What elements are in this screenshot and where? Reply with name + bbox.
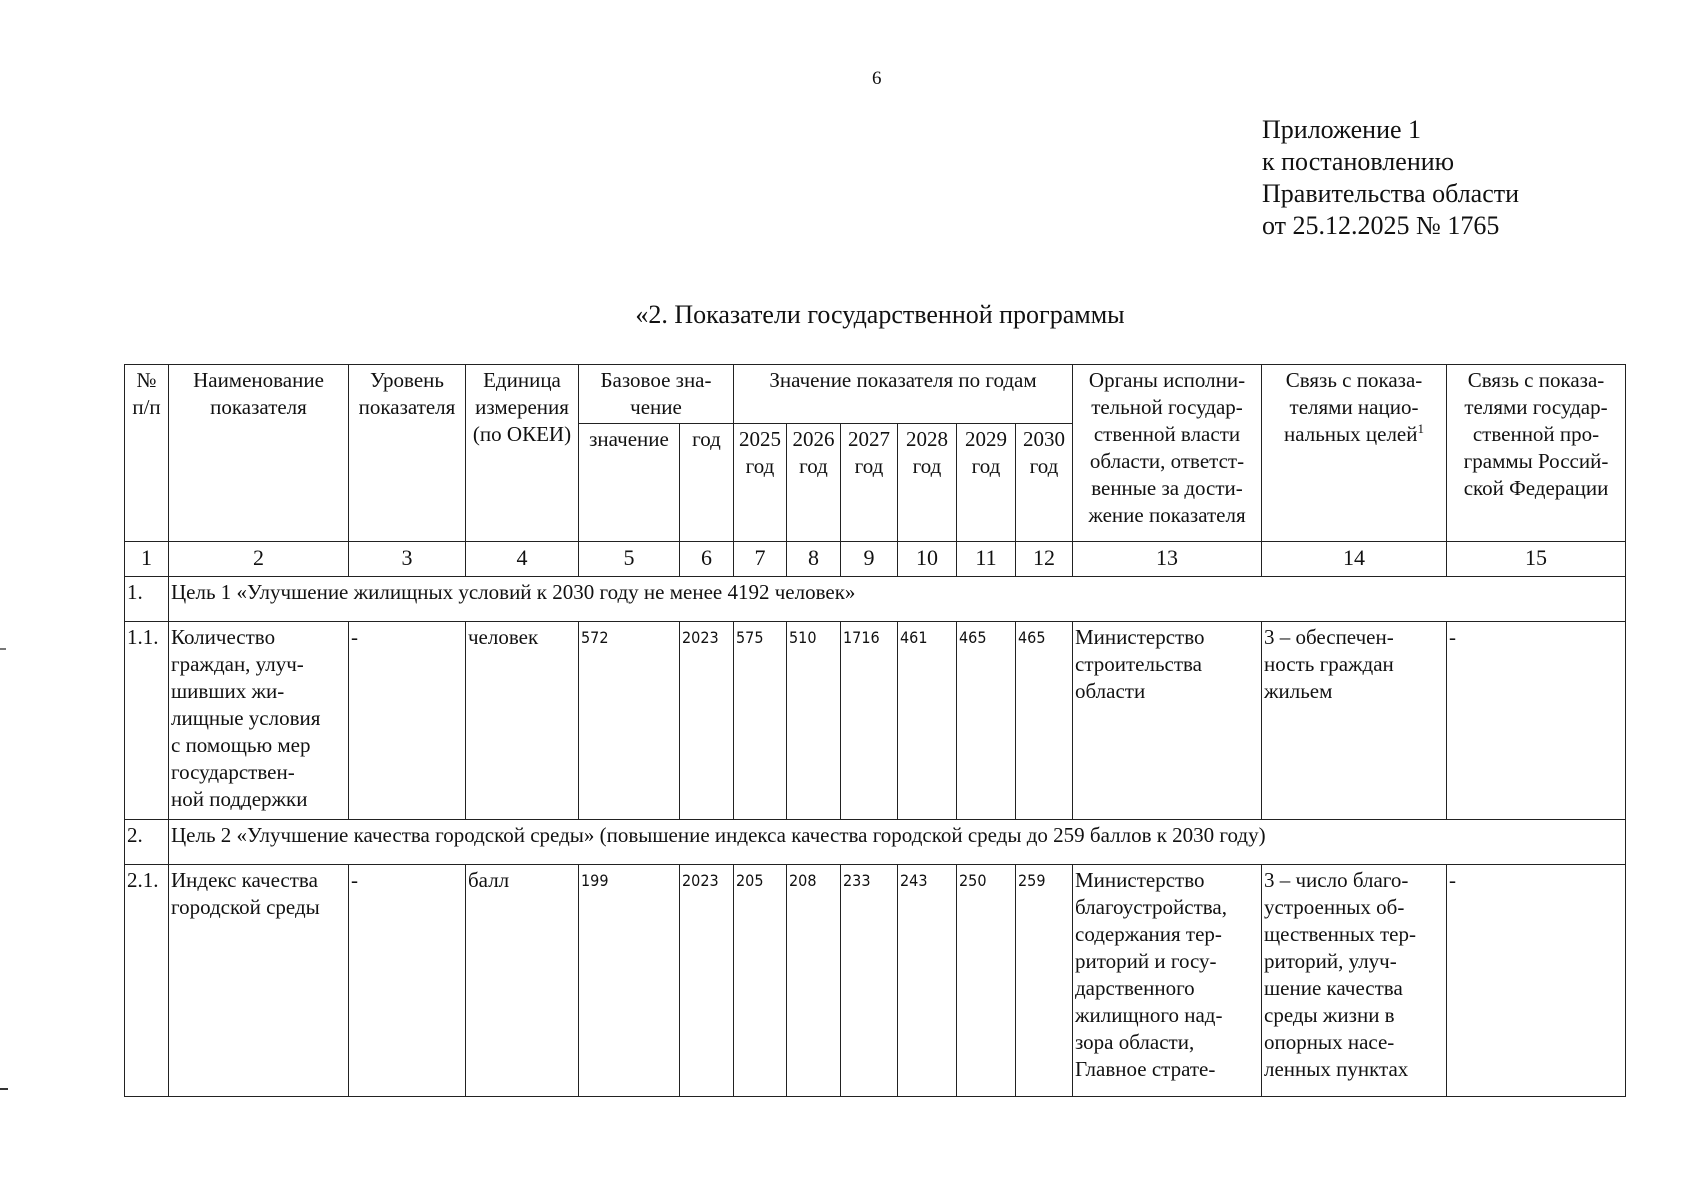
indicator-level: - — [349, 622, 466, 820]
base-value: 199 — [579, 865, 680, 1097]
appendix-line: Правительства области — [1262, 179, 1520, 208]
column-number: 13 — [1073, 542, 1262, 577]
row-num: 1.1. — [125, 622, 169, 820]
appendix-line: к постановлению — [1262, 147, 1455, 176]
page-number: 6 — [872, 68, 882, 89]
header-national-goals — [1262, 365, 1447, 542]
column-number: 6 — [680, 542, 734, 577]
header-federal-program: Связь с показа- телями государ- ственной про- граммы Россий- ской Федерации — [1447, 365, 1626, 542]
indicator-unit: человек — [466, 622, 579, 820]
column-number: 11 — [957, 542, 1016, 577]
header-row — [125, 365, 1626, 424]
footnote-marker: 1 — [1417, 421, 1424, 436]
base-value: 572 — [579, 622, 680, 820]
goal-row — [125, 820, 1626, 865]
base-year: 2023 — [680, 622, 734, 820]
value-2026: 208 — [787, 865, 841, 1097]
goal-num: 2. — [125, 820, 169, 865]
header-name: Наименование показателя — [169, 365, 349, 542]
header-authorities: Органы исполни- тельной государ- ственной власти области, ответст- венные за дости- жение показателя — [1073, 365, 1262, 542]
value-2025: 205 — [734, 865, 787, 1097]
header-level: Уровень показателя — [349, 365, 466, 542]
header-year-2030: 2030 год — [1016, 424, 1073, 542]
column-number: 1 — [125, 542, 169, 577]
header-years-group: Значение показателя по годам — [734, 365, 1073, 424]
column-number: 14 — [1262, 542, 1447, 577]
column-number: 12 — [1016, 542, 1073, 577]
value-2028: 461 — [898, 622, 957, 820]
federal-program-link: - — [1447, 865, 1626, 1097]
column-number: 9 — [841, 542, 898, 577]
indicators-table — [124, 364, 1626, 1097]
header-base: Базовое зна- чение — [579, 365, 734, 424]
value-2027: 233 — [841, 865, 898, 1097]
table-row — [125, 865, 1626, 1097]
header-base-year: год — [680, 424, 734, 542]
value-2026: 510 — [787, 622, 841, 820]
indicator-name: Количество граждан, улуч- шивших жи- лищные условия с помощью мер государствен- ной поддержки — [169, 622, 349, 820]
responsible-authority: Министерство строительства области — [1073, 622, 1262, 820]
header-year-2027: 2027 год — [841, 424, 898, 542]
header-base-value: значение — [579, 424, 680, 542]
national-goal-link: 3 – обеспечен- ность граждан жильем — [1262, 622, 1447, 820]
appendix-block — [1262, 114, 1519, 242]
header-national-goals-label: Связь с показа- телями нацио- нальных целей — [1284, 368, 1423, 446]
header-num: № п/п — [125, 365, 169, 542]
header-unit-label: Единица измерения — [475, 368, 569, 419]
value-2030: 259 — [1016, 865, 1073, 1097]
value-2027: 1716 — [841, 622, 898, 820]
value-2030: 465 — [1016, 622, 1073, 820]
scan-margin-mark — [0, 648, 6, 650]
goal-num: 1. — [125, 577, 169, 622]
goal-row — [125, 577, 1626, 622]
column-number-row — [125, 542, 1626, 577]
header-year-2028: 2028 год — [898, 424, 957, 542]
national-goal-link: 3 – число благо- устроенных об- щественных тер- риторий, улуч- шение качества среды жизни в опорных насе- ленных пунктах — [1262, 865, 1447, 1097]
indicator-name: Индекс качества городской среды — [169, 865, 349, 1097]
header-unit — [466, 365, 579, 542]
goal-text: Цель 1 «Улучшение жилищных условий к 2030 году не менее 4192 человек» — [169, 577, 1626, 622]
value-2029: 250 — [957, 865, 1016, 1097]
column-number: 15 — [1447, 542, 1626, 577]
appendix-line: Приложение 1 — [1262, 115, 1422, 144]
column-number: 10 — [898, 542, 957, 577]
table-row — [125, 622, 1626, 820]
goal-text: Цель 2 «Улучшение качества городской среды» (повышение индекса качества городской среды до 259 баллов к 2030 году) — [169, 820, 1626, 865]
column-number: 4 — [466, 542, 579, 577]
column-number: 3 — [349, 542, 466, 577]
row-num: 2.1. — [125, 865, 169, 1097]
section-title: «2. Показатели государственной программы — [635, 300, 1125, 329]
responsible-authority: Министерство благоустройства, содержания тер- риторий и госу- дарственного жилищного над- зора области, Главное страте- — [1073, 865, 1262, 1097]
appendix-line: от 25.12.2025 № 1765 — [1262, 211, 1500, 240]
column-number: 7 — [734, 542, 787, 577]
federal-program-link: - — [1447, 622, 1626, 820]
value-2029: 465 — [957, 622, 1016, 820]
value-2025: 575 — [734, 622, 787, 820]
base-year: 2023 — [680, 865, 734, 1097]
indicator-unit: балл — [466, 865, 579, 1097]
header-year-2025: 2025 год — [734, 424, 787, 542]
column-number: 2 — [169, 542, 349, 577]
value-2028: 243 — [898, 865, 957, 1097]
scan-margin-mark — [0, 1088, 8, 1090]
column-number: 5 — [579, 542, 680, 577]
header-year-2026: 2026 год — [787, 424, 841, 542]
header-unit-sub: (по ОКЕИ) — [472, 422, 572, 446]
column-number: 8 — [787, 542, 841, 577]
header-year-2029: 2029 год — [957, 424, 1016, 542]
indicator-level: - — [349, 865, 466, 1097]
